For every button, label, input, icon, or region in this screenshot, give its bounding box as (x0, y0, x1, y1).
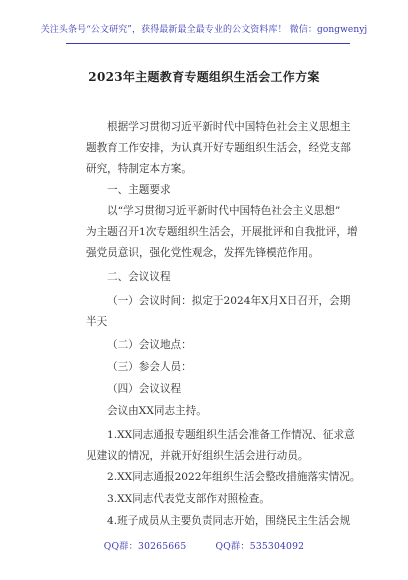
host-paragraph (86, 401, 348, 422)
header-banner: 关注头条号“公文研究”，获得最新最全最专业的公文资料库！ 微信：gongwenyj (40, 25, 368, 35)
step2-line: 2.XX同志通报2022年组织生活会整改措施落实情况。 (107, 471, 361, 483)
intro-line: 研究，特制定本方案。 (86, 163, 192, 175)
section1-heading (86, 180, 348, 201)
step1-paragraph (86, 425, 355, 467)
header-divider (66, 43, 350, 44)
step2-paragraph (86, 467, 361, 488)
item3-paragraph (86, 357, 348, 378)
item2-line: （二）会议地点： (107, 339, 192, 351)
item2-paragraph (86, 335, 348, 356)
step4-line: 4.班子成员从主要负责同志开始，围绕民主生活会规 (107, 515, 351, 527)
section2-heading (86, 267, 348, 288)
footer-qq-group-1: QQ群：30265665 (103, 541, 187, 552)
section1-line: 为主题召开1次专题组织生活会，开展批评和自我批评，增 (86, 226, 358, 238)
section1-line: 以“学习贯彻习近平新时代中国特色社会主义思想” (107, 205, 341, 217)
section1-paragraph (86, 201, 358, 264)
step4-paragraph (86, 511, 351, 532)
intro-line: 题教育工作安排，为认真开好专题组织生活会，经党支部 (86, 142, 351, 154)
section1-heading-text: 一、主题要求 (107, 184, 171, 196)
item1-paragraph (86, 291, 351, 333)
host-line: 会议由XX同志主持。 (107, 405, 207, 417)
step1-line: 1.XX同志通报专题组织生活会准备工作情况、征求意 (107, 429, 355, 441)
footer (0, 538, 408, 552)
item1-line: （一）会议时间：拟定于2024年X月X日召开，会期 (107, 295, 351, 307)
intro-paragraph (86, 117, 351, 180)
item3-line: （三）参会人员： (107, 361, 192, 373)
footer-qq-group-2: QQ群：535304092 (215, 541, 305, 552)
item4-paragraph (86, 379, 348, 400)
document-title: 2023年主题教育专题组织生活会工作方案 (88, 70, 320, 84)
item4-line: （四）会议议程 (107, 383, 182, 395)
item1-line: 半天 (86, 316, 108, 328)
step3-paragraph (86, 489, 348, 510)
section1-line: 强党员意识，强化党性观念，发挥先锋模范作用。 (86, 247, 320, 259)
step1-line: 见建议的情况，并就开好组织生活会进行动员。 (86, 450, 309, 462)
section2-heading-text: 二、会议议程 (107, 271, 171, 283)
intro-line: 根据学习贯彻习近平新时代中国特色社会主义思想主 (107, 121, 351, 133)
step3-line: 3.XX同志代表党支部作对照检查。 (107, 493, 270, 505)
